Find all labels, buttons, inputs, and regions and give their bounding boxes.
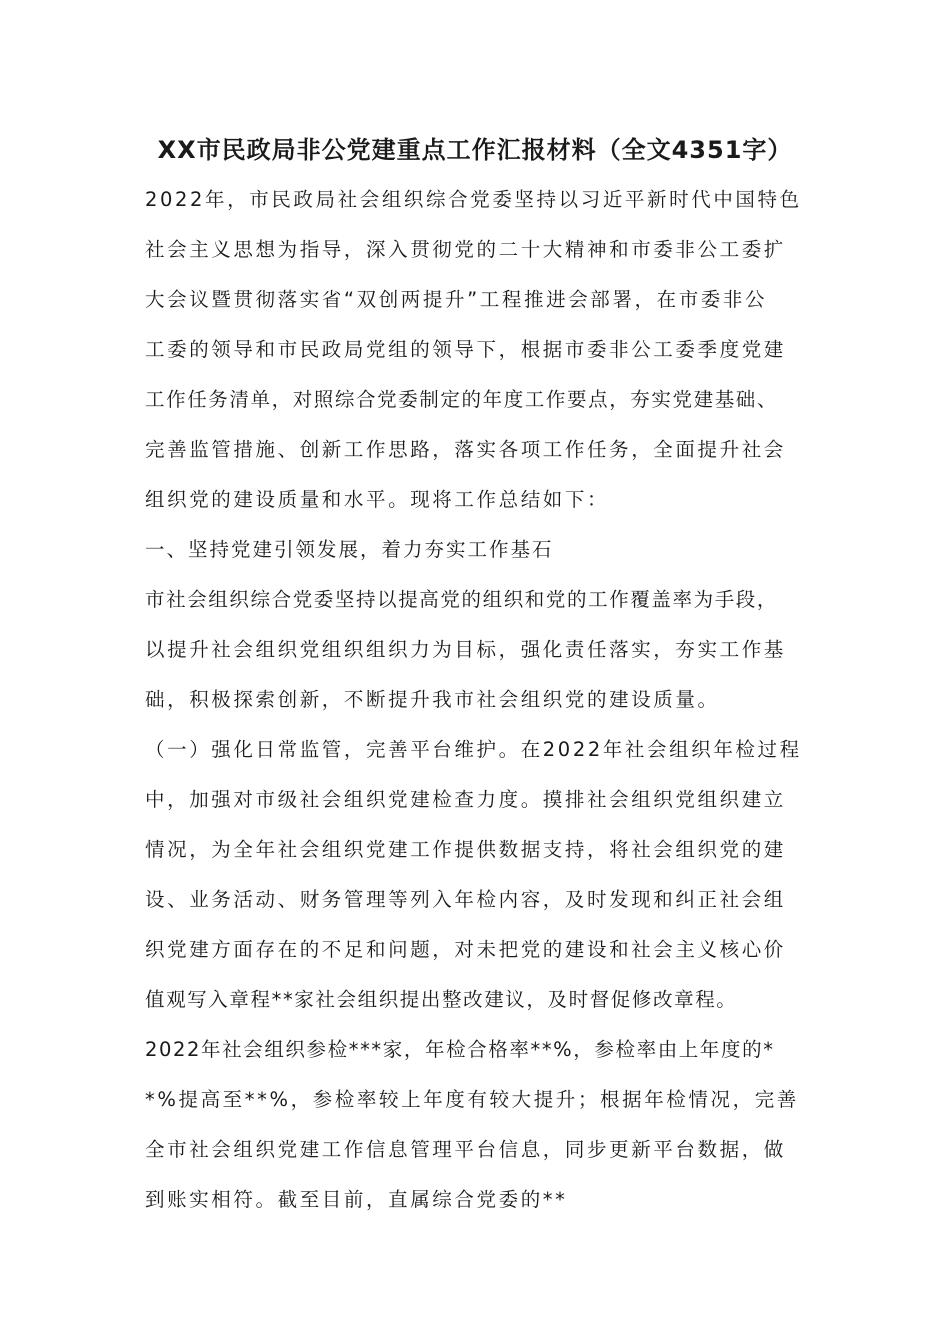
- body-line-18: 2022年社会组织参检***家，年检合格率**%，参检率由上年度的*: [145, 1038, 775, 1061]
- body-line-21: 到账实相符。截至目前，直属综合党委的**: [145, 1188, 568, 1211]
- body-line-3: 大会议暨贯彻落实省“双创两提升”工程推进会部署，在市委非公: [145, 288, 768, 311]
- section-heading-1: 一、坚持党建引领发展，着力夯实工作基石: [145, 538, 554, 561]
- body-line-20: 全市社会组织党建工作信息管理平台信息，同步更新平台数据，做: [145, 1138, 786, 1161]
- document-body: [145, 175, 815, 1225]
- body-line-10: 以提升社会组织党组织组织力为目标，强化责任落实，夯实工作基: [145, 638, 786, 661]
- subsection-heading-1: （一）强化日常监管，完善平台维护。在2022年社会组织年检过程: [145, 738, 802, 761]
- body-line-19: *%提高至**%，参检率较上年度有较大提升；根据年检情况，完善: [145, 1088, 799, 1111]
- body-line-13: 中，加强对市级社会组织党建检查力度。摸排社会组织党组织建立: [145, 788, 786, 811]
- body-line-11: 础，积极探索创新，不断提升我市社会组织党的建设质量。: [145, 688, 720, 711]
- body-line-4: 工委的领导和市民政局党组的领导下，根据市委非公工委季度党建: [145, 338, 786, 361]
- body-line-9: 市社会组织综合党委坚持以提高党的组织和党的工作覆盖率为手段，: [145, 588, 779, 611]
- body-line-15: 设、业务活动、财务管理等列入年检内容，及时发现和纠正社会组: [145, 888, 786, 911]
- body-line-5: 工作任务清单，对照综合党委制定的年度工作要点，夯实党建基础、: [145, 388, 779, 411]
- body-line-14: 情况，为全年社会组织党建工作提供数据支持，将社会组织党的建: [145, 838, 786, 861]
- body-line-2: 社会主义思想为指导，深入贯彻党的二十大精神和市委非公工委扩: [145, 238, 786, 261]
- body-line-16: 织党建方面存在的不足和问题，对未把党的建设和社会主义核心价: [145, 938, 786, 961]
- body-line-6: 完善监管措施、创新工作思路，落实各项工作任务，全面提升社会: [145, 438, 786, 461]
- document-title: XX市民政局非公党建重点工作汇报材料（全文4351字）: [157, 136, 793, 164]
- body-line-1: 2022年，市民政局社会组织综合党委坚持以习近平新时代中国特色: [145, 188, 802, 211]
- body-line-17: 值观写入章程**家社会组织提出整改建议，及时督促修改章程。: [145, 988, 738, 1011]
- body-line-7: 组织党的建设质量和水平。现将工作总结如下：: [145, 488, 610, 511]
